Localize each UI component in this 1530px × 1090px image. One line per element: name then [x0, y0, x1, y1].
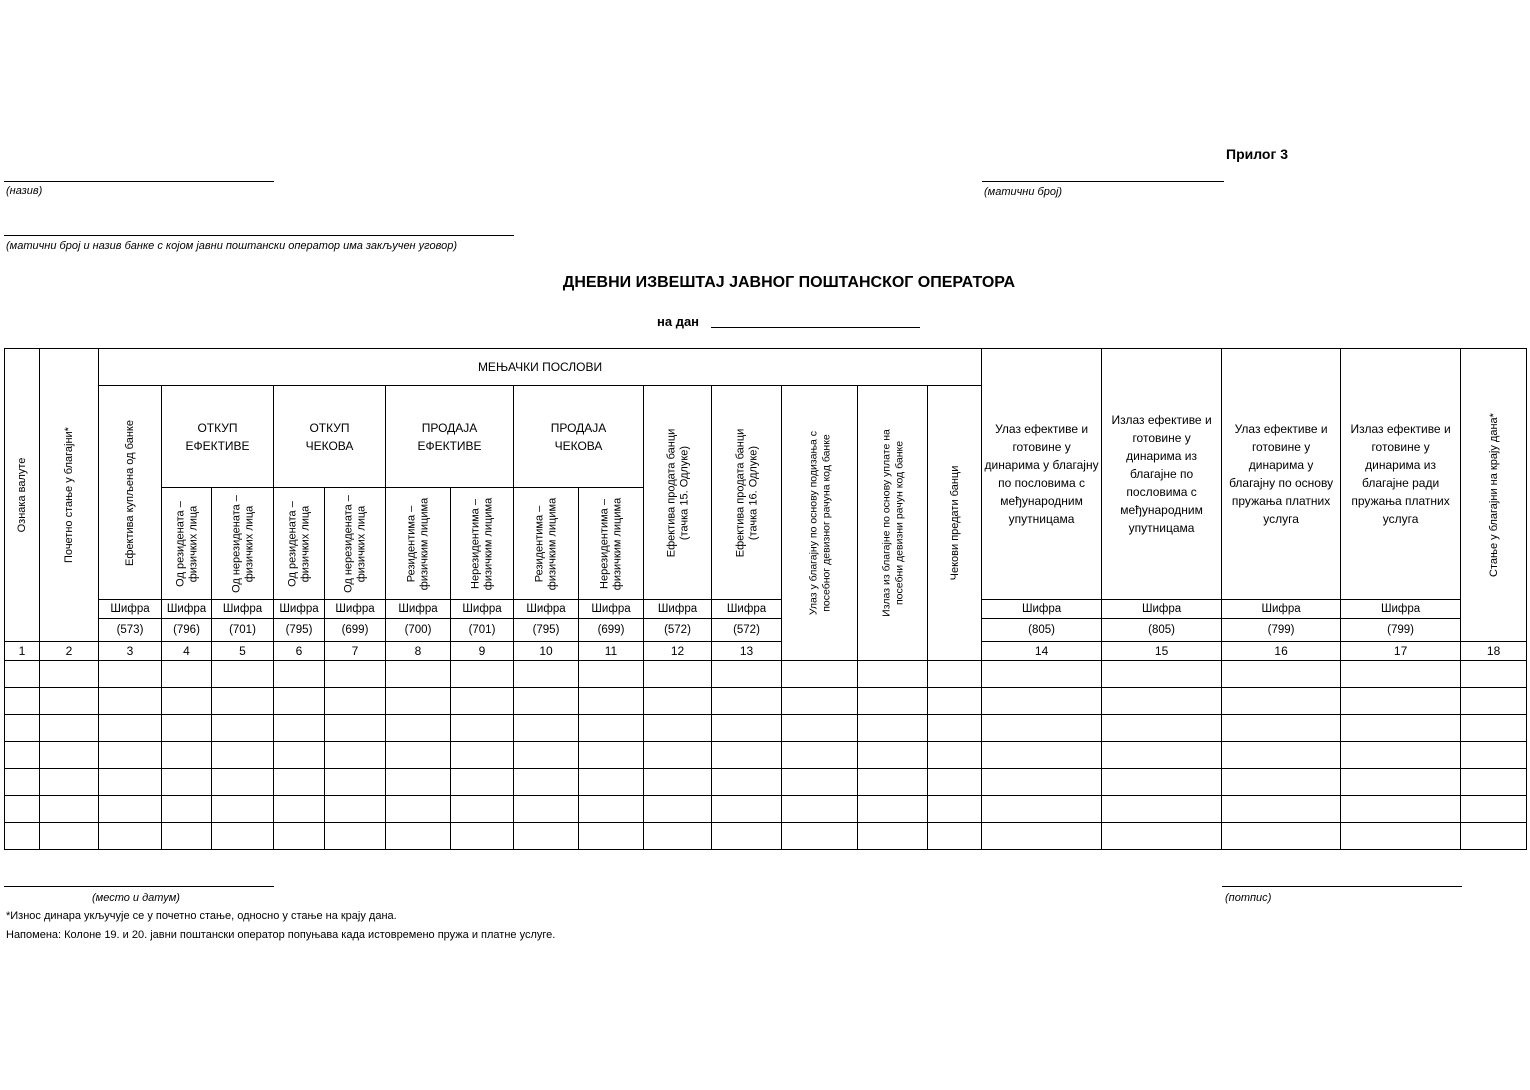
table-cell[interactable]	[982, 688, 1102, 715]
code-value: (796)	[173, 624, 200, 636]
table-cell[interactable]	[99, 823, 162, 850]
table-cell[interactable]	[712, 769, 782, 796]
table-cell[interactable]	[858, 742, 928, 769]
table-cell[interactable]	[212, 715, 274, 742]
code-col13	[712, 600, 782, 642]
table-cell[interactable]	[325, 742, 386, 769]
table-cell[interactable]	[514, 661, 579, 688]
table-cell[interactable]	[514, 823, 579, 850]
col-number: 6	[274, 642, 325, 661]
col-opening-balance-text: Почетно стање у благајни*	[62, 427, 75, 563]
code-value: (805)	[1028, 624, 1055, 636]
table-cell[interactable]	[982, 796, 1102, 823]
place-date-label: (место и датум)	[92, 892, 180, 904]
table-cell[interactable]	[40, 688, 99, 715]
table-cell[interactable]	[712, 715, 782, 742]
group-cheque-sale: ПРОДАЈА ЧЕКОВА	[514, 386, 644, 488]
table-cell[interactable]	[212, 688, 274, 715]
table-cell[interactable]	[712, 742, 782, 769]
table-row	[5, 769, 1527, 796]
col5-text: Од нерезидената – физичких лица	[230, 494, 255, 593]
col-number: 14	[982, 642, 1102, 661]
code-col7	[325, 600, 386, 642]
table-cell[interactable]	[274, 742, 325, 769]
table-cell[interactable]	[514, 688, 579, 715]
col4-text: Од резидената – физичких лица	[174, 500, 199, 587]
table-cell[interactable]	[928, 715, 982, 742]
table-cell[interactable]	[644, 769, 712, 796]
col6-text: Од резидената – физичких лица	[286, 500, 311, 587]
table-cell[interactable]	[1341, 796, 1461, 823]
footnote: *Износ динара укључује се у почетно стање, односно у стање на крају дана.	[6, 910, 397, 922]
col-number: 13	[712, 642, 782, 661]
table-cell[interactable]	[274, 823, 325, 850]
col13-text: Ефектива продата банци (тачка 16. Одлуке)	[734, 428, 759, 557]
col3-header	[99, 386, 162, 600]
table-cell[interactable]	[982, 715, 1102, 742]
table-row	[5, 661, 1527, 688]
table-cell[interactable]	[325, 769, 386, 796]
col8-text: Резидентима – физичким лицима	[405, 497, 430, 590]
col13-header	[712, 386, 782, 600]
table-cell[interactable]	[386, 688, 451, 715]
col9-text: Нерезидентима – физичким лицима	[469, 497, 494, 590]
table-cell[interactable]	[1461, 823, 1527, 850]
table-cell[interactable]	[274, 715, 325, 742]
table-cell[interactable]	[451, 688, 514, 715]
table-cell[interactable]	[928, 661, 982, 688]
on-date-label: на дан	[657, 314, 700, 329]
table-cell[interactable]	[162, 742, 212, 769]
code-label: Шифра	[1222, 600, 1340, 619]
col16-text: Чекови предати банци	[948, 465, 961, 581]
table-cell[interactable]	[451, 715, 514, 742]
table-cell[interactable]	[1461, 715, 1527, 742]
data-rows	[5, 661, 1527, 850]
code-label: Шифра	[99, 600, 161, 619]
code-label: Шифра	[1102, 600, 1221, 619]
table-cell[interactable]	[1461, 742, 1527, 769]
table-cell[interactable]	[644, 715, 712, 742]
table-cell[interactable]	[162, 661, 212, 688]
col-number: 9	[451, 642, 514, 661]
code-col18	[1102, 600, 1222, 642]
table-cell[interactable]	[514, 715, 579, 742]
signature-label: (потпис)	[1225, 892, 1272, 904]
table-cell[interactable]	[712, 796, 782, 823]
table-cell[interactable]	[162, 769, 212, 796]
code-col3	[99, 600, 162, 642]
annex-label: Прилог 3	[1226, 146, 1288, 162]
table-row	[5, 796, 1527, 823]
table-cell[interactable]	[782, 742, 858, 769]
table-cell[interactable]	[1222, 742, 1341, 769]
table-cell[interactable]	[325, 688, 386, 715]
bank-label: (матични број и назив банке с којом јавни поштански оператор има закључен уговор)	[6, 240, 457, 252]
table-cell[interactable]	[782, 823, 858, 850]
group-cash-purchase: ОТКУП ЕФЕКТИВЕ	[162, 386, 274, 488]
table-cell[interactable]	[1341, 769, 1461, 796]
note: Напомена: Колоне 19. и 20. јавни поштански оператор попуњава када истовремено пружа и платне услуге.	[6, 929, 556, 941]
col-number: 10	[514, 642, 579, 661]
table-cell[interactable]	[858, 769, 928, 796]
col7-header	[325, 488, 386, 600]
table-cell[interactable]	[712, 823, 782, 850]
table-cell[interactable]	[1461, 661, 1527, 688]
table-cell[interactable]	[782, 796, 858, 823]
table-cell[interactable]	[782, 661, 858, 688]
code-label: Шифра	[451, 600, 513, 619]
table-cell[interactable]	[579, 823, 644, 850]
code-col17	[982, 600, 1102, 642]
table-cell[interactable]	[99, 688, 162, 715]
code-value: (701)	[468, 624, 496, 636]
col4-header	[162, 488, 212, 600]
code-label: Шифра	[212, 600, 273, 619]
reg-number-label-text: матични број	[987, 186, 1059, 198]
signature-text: потпис	[1228, 892, 1268, 904]
table-row	[5, 823, 1527, 850]
col-currency-header	[5, 349, 40, 642]
table-cell[interactable]	[274, 661, 325, 688]
table-cell[interactable]	[40, 823, 99, 850]
code-label: Шифра	[644, 600, 711, 619]
table-cell[interactable]	[274, 688, 325, 715]
table-cell[interactable]	[1102, 688, 1222, 715]
col20-header: Излаз ефективе и готовине у динарима из благајне ради пружања платних услуга	[1341, 349, 1461, 600]
table-cell[interactable]	[1461, 796, 1527, 823]
table-row	[5, 715, 1527, 742]
code-col5	[212, 600, 274, 642]
col-currency-text: Ознака валуте	[15, 457, 28, 533]
table-cell[interactable]	[1222, 769, 1341, 796]
table-cell[interactable]	[274, 769, 325, 796]
col11-text: Нерезидентима – физичким лицима	[598, 497, 623, 590]
table-cell[interactable]	[451, 796, 514, 823]
table-cell[interactable]	[162, 688, 212, 715]
table-cell[interactable]	[162, 823, 212, 850]
table-cell[interactable]	[712, 661, 782, 688]
table-cell[interactable]	[644, 823, 712, 850]
code-value: (572)	[664, 624, 691, 636]
code-value: (701)	[229, 624, 256, 636]
table-cell[interactable]	[858, 715, 928, 742]
name-label-text: назив	[9, 185, 39, 197]
table-cell[interactable]	[1341, 715, 1461, 742]
table-cell[interactable]	[782, 769, 858, 796]
table-cell[interactable]	[386, 796, 451, 823]
group-cheque-purchase: ОТКУП ЧЕКОВА	[274, 386, 386, 488]
table-cell[interactable]	[1222, 715, 1341, 742]
col9-header	[451, 488, 514, 600]
table-cell[interactable]	[928, 742, 982, 769]
col10-header	[514, 488, 579, 600]
code-col10	[514, 600, 579, 642]
code-value: (795)	[285, 624, 313, 636]
col-number: 8	[386, 642, 451, 661]
code-col4	[162, 600, 212, 642]
code-value: (572)	[733, 624, 760, 636]
table-cell[interactable]	[40, 796, 99, 823]
table-cell[interactable]	[386, 715, 451, 742]
table-cell[interactable]	[1102, 742, 1222, 769]
group-cash-sale: ПРОДАЈА ЕФЕКТИВЕ	[386, 386, 514, 488]
code-value: (699)	[341, 624, 369, 636]
table-cell[interactable]	[982, 661, 1102, 688]
table-cell[interactable]	[579, 715, 644, 742]
code-label: Шифра	[579, 600, 643, 619]
place-date-line	[4, 886, 274, 887]
table-cell[interactable]	[982, 769, 1102, 796]
table-cell[interactable]	[1461, 769, 1527, 796]
table-cell[interactable]	[982, 823, 1102, 850]
col19-header: Улаз ефективе и готовине у динарима у благајну по основу пружања платних услуга	[1222, 349, 1341, 600]
col15-text: Излаз из благајне по основу уплате на посебни девизни рачун код банке	[880, 429, 905, 617]
table-cell[interactable]	[212, 742, 274, 769]
table-cell[interactable]	[451, 769, 514, 796]
reg-number-label: (матични број)	[984, 186, 1063, 198]
code-value: (805)	[1148, 624, 1175, 636]
table-cell[interactable]	[40, 742, 99, 769]
table-cell[interactable]	[1341, 661, 1461, 688]
col-number: 1	[5, 642, 40, 661]
table-cell[interactable]	[40, 769, 99, 796]
signature-line	[1222, 886, 1462, 887]
table-cell[interactable]	[1102, 769, 1222, 796]
table-cell[interactable]	[579, 688, 644, 715]
table-cell[interactable]	[99, 796, 162, 823]
place-date-text: место и датум	[95, 892, 177, 904]
name-line	[4, 181, 274, 182]
table-cell[interactable]	[212, 823, 274, 850]
col14-header	[782, 386, 858, 661]
table-cell[interactable]	[514, 742, 579, 769]
name-label: (назив)	[6, 185, 43, 197]
table-cell[interactable]	[1102, 715, 1222, 742]
col5-header	[212, 488, 274, 600]
table-cell[interactable]	[782, 688, 858, 715]
table-cell[interactable]	[325, 823, 386, 850]
table-cell[interactable]	[644, 688, 712, 715]
col16-header	[928, 386, 982, 661]
table-cell[interactable]	[451, 742, 514, 769]
table-cell[interactable]	[644, 796, 712, 823]
code-label: Шифра	[386, 600, 450, 619]
table-cell[interactable]	[99, 661, 162, 688]
table-cell[interactable]	[5, 796, 40, 823]
table-cell[interactable]	[782, 715, 858, 742]
table-cell[interactable]	[5, 742, 40, 769]
col-number: 5	[212, 642, 274, 661]
table-cell[interactable]	[579, 661, 644, 688]
table-cell[interactable]	[40, 661, 99, 688]
col-opening-balance-header	[40, 349, 99, 642]
table-cell[interactable]	[1222, 823, 1341, 850]
col6-header	[274, 488, 325, 600]
column-number-row	[5, 642, 1527, 661]
code-col9	[451, 600, 514, 642]
table-cell[interactable]	[99, 742, 162, 769]
col18-header: Излаз ефективе и готовине у динарима из благајне по пословима с међународним упутницама	[1102, 349, 1222, 600]
col-number: 16	[1222, 642, 1341, 661]
col-number: 12	[644, 642, 712, 661]
bank-label-text: матични број и назив банке с којом јавни поштански оператор има закључен уговор	[9, 240, 454, 252]
report-table	[4, 348, 1527, 850]
table-cell[interactable]	[162, 796, 212, 823]
col8-header	[386, 488, 451, 600]
table-cell[interactable]	[99, 715, 162, 742]
table-cell[interactable]	[325, 715, 386, 742]
col11-header	[579, 488, 644, 600]
table-cell[interactable]	[928, 796, 982, 823]
bank-line	[4, 235, 514, 236]
code-col11	[579, 600, 644, 642]
table-cell[interactable]	[212, 769, 274, 796]
table-cell[interactable]	[858, 796, 928, 823]
table-row	[5, 688, 1527, 715]
code-label: Шифра	[162, 600, 211, 619]
col7-text: Од нерезидената – физичких лица	[342, 494, 367, 593]
code-label: Шифра	[325, 600, 385, 619]
on-date-line	[711, 327, 920, 328]
section-exchange: МЕЊАЧКИ ПОСЛОВИ	[99, 349, 982, 386]
code-label: Шифра	[274, 600, 324, 619]
col17-header: Улаз ефективе и готовине у динарима у благајну по пословима с међународним упутницама	[982, 349, 1102, 600]
col-closing-balance-header	[1461, 349, 1527, 642]
col-number: 4	[162, 642, 212, 661]
table-cell[interactable]	[1222, 661, 1341, 688]
col-number: 2	[40, 642, 99, 661]
table-cell[interactable]	[1461, 688, 1527, 715]
report-title: ДНЕВНИ ИЗВЕШТАЈ ЈАВНОГ ПОШТАНСКОГ ОПЕРАТОРА	[562, 274, 1016, 291]
code-value: (700)	[404, 624, 432, 636]
table-cell[interactable]	[5, 769, 40, 796]
code-label: Шифра	[1341, 600, 1460, 619]
code-col12	[644, 600, 712, 642]
col-number: 15	[1102, 642, 1222, 661]
table-cell[interactable]	[928, 823, 982, 850]
table-cell[interactable]	[1102, 661, 1222, 688]
table-cell[interactable]	[5, 823, 40, 850]
table-cell[interactable]	[928, 769, 982, 796]
code-col20	[1341, 600, 1461, 642]
col-number: 7	[325, 642, 386, 661]
table-cell[interactable]	[212, 796, 274, 823]
table-cell[interactable]	[858, 661, 928, 688]
code-value: (795)	[532, 624, 560, 636]
table-cell[interactable]	[928, 688, 982, 715]
table-row	[5, 742, 1527, 769]
table-cell[interactable]	[5, 661, 40, 688]
table-cell[interactable]	[982, 742, 1102, 769]
table-cell[interactable]	[858, 688, 928, 715]
col12-header	[644, 386, 712, 600]
code-value: (799)	[1387, 624, 1414, 636]
col-number: 3	[99, 642, 162, 661]
table-cell[interactable]	[579, 769, 644, 796]
table-cell[interactable]	[386, 742, 451, 769]
col-number: 17	[1341, 642, 1461, 661]
table-cell[interactable]	[451, 661, 514, 688]
col12-text: Ефектива продата банци (тачка 15. Одлуке)	[665, 428, 690, 557]
table-cell[interactable]	[40, 715, 99, 742]
code-label: Шифра	[982, 600, 1101, 619]
table-cell[interactable]	[325, 796, 386, 823]
col15-header	[858, 386, 928, 661]
table-cell[interactable]	[1222, 688, 1341, 715]
table-cell[interactable]	[1222, 796, 1341, 823]
table-cell[interactable]	[325, 661, 386, 688]
table-cell[interactable]	[1341, 688, 1461, 715]
table-cell[interactable]	[1102, 823, 1222, 850]
table-cell[interactable]	[386, 661, 451, 688]
reg-number-line	[982, 181, 1224, 182]
table-cell[interactable]	[514, 769, 579, 796]
table-cell[interactable]	[1341, 742, 1461, 769]
table-cell[interactable]	[99, 769, 162, 796]
col-number: 11	[579, 642, 644, 661]
code-value: (573)	[116, 624, 144, 636]
code-col6	[274, 600, 325, 642]
table-cell[interactable]	[451, 823, 514, 850]
table-cell[interactable]	[212, 661, 274, 688]
code-label: Шифра	[712, 600, 781, 619]
col-number: 18	[1461, 642, 1527, 661]
code-value: (799)	[1267, 624, 1295, 636]
table-cell[interactable]	[274, 796, 325, 823]
table-cell[interactable]	[579, 796, 644, 823]
table-cell[interactable]	[1102, 796, 1222, 823]
col14-text: Улаз у благајну по основу подизања с посебног девизног рачуна код банке	[807, 430, 832, 616]
table-cell[interactable]	[644, 742, 712, 769]
table-cell[interactable]	[5, 688, 40, 715]
table-cell[interactable]	[579, 742, 644, 769]
code-col19	[1222, 600, 1341, 642]
table-cell[interactable]	[514, 796, 579, 823]
code-col8	[386, 600, 451, 642]
table-cell[interactable]	[386, 769, 451, 796]
table-cell[interactable]	[712, 688, 782, 715]
col3-text: Ефектива купљена од банке	[123, 419, 136, 566]
code-label: Шифра	[514, 600, 578, 619]
table-cell[interactable]	[1341, 823, 1461, 850]
table-cell[interactable]	[386, 823, 451, 850]
table-cell[interactable]	[5, 715, 40, 742]
col10-text: Резидентима – физичким лицима	[533, 497, 558, 590]
table-cell[interactable]	[162, 715, 212, 742]
table-cell[interactable]	[644, 661, 712, 688]
code-value: (699)	[597, 624, 625, 636]
table-cell[interactable]	[858, 823, 928, 850]
col-closing-balance-text: Стање у благајни на крају дана*	[1487, 413, 1500, 577]
